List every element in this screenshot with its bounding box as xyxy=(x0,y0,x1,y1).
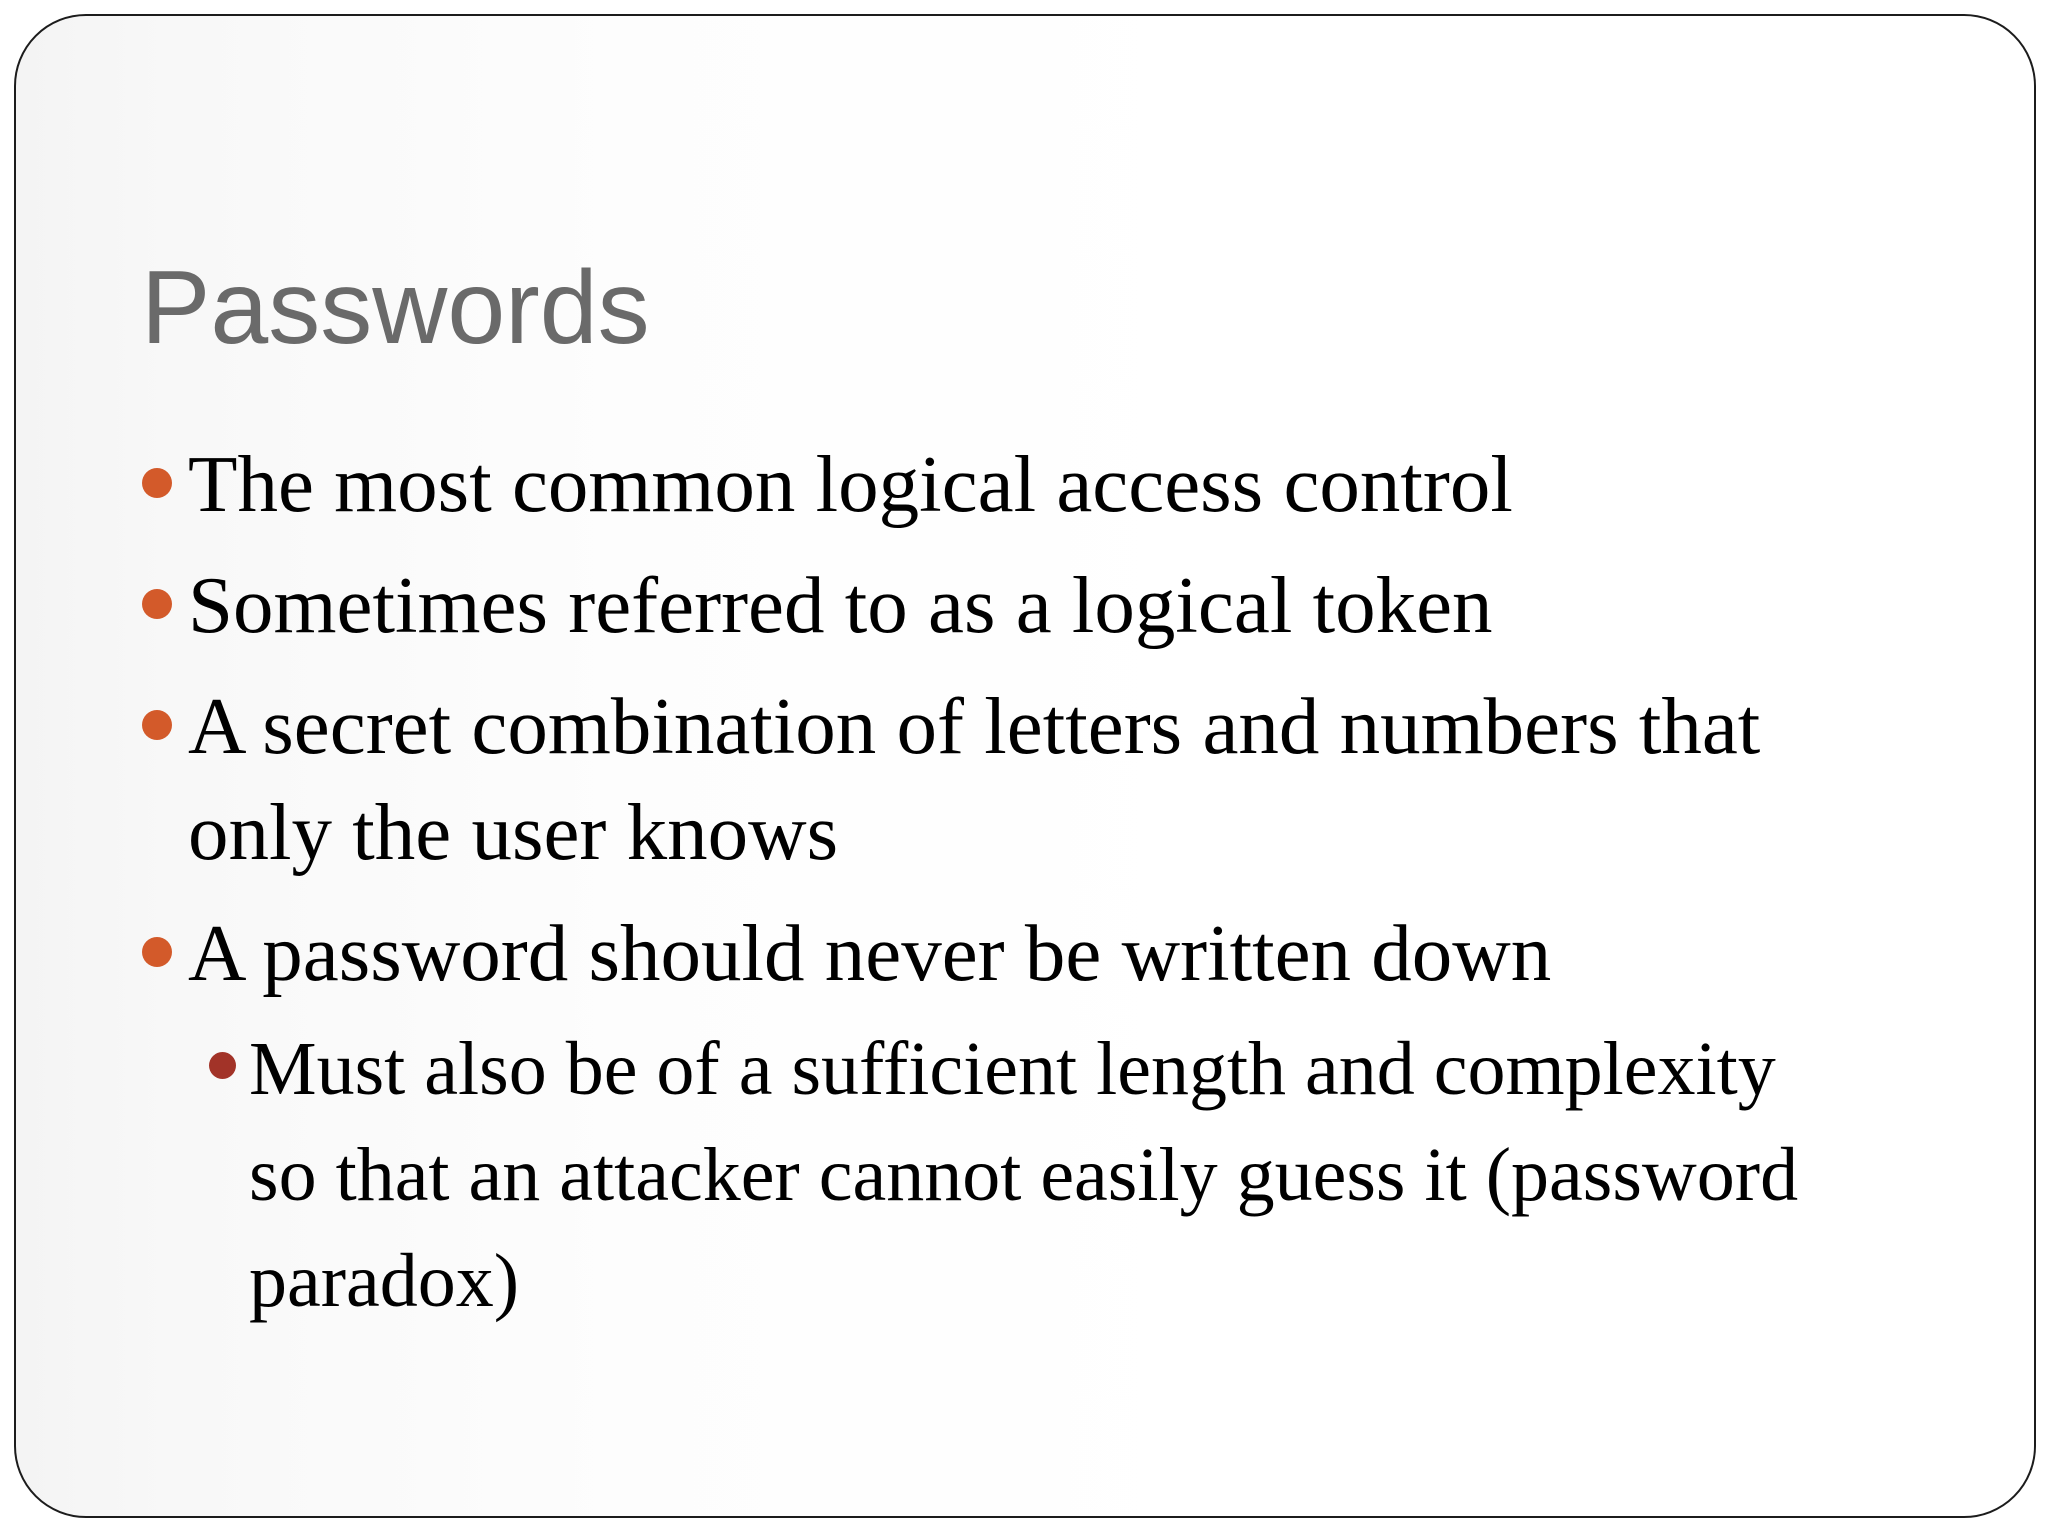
slide-frame xyxy=(14,14,2036,1518)
slide-title: Passwords xyxy=(141,250,650,366)
bullet-list xyxy=(16,16,2034,1516)
bullet-text-line-1: A secret combination of letters and numbers that xyxy=(188,681,1761,771)
sub-bullet-text-line-2: so that an attacker cannot easily guess it (password xyxy=(249,1133,1799,1217)
bullet-text: A password should never be written down xyxy=(188,908,1552,998)
bullet-item-most-common-control xyxy=(188,431,1513,537)
bullet-dot-icon xyxy=(142,710,172,740)
bullet-dot-icon xyxy=(142,468,172,498)
sub-bullet-text-line-3: paradox) xyxy=(249,1239,520,1323)
bullet-item-logical-token xyxy=(188,552,1493,658)
bullet-dot-icon xyxy=(142,937,172,967)
sub-bullet-dot-icon xyxy=(209,1052,236,1079)
bullet-text: The most common logical access control xyxy=(188,439,1513,529)
bullet-item-never-written-down xyxy=(188,900,1551,1006)
bullet-text-line-2: only the user knows xyxy=(188,787,839,877)
sub-bullet-text-line-1: Must also be of a sufficient length and complexity xyxy=(249,1027,1776,1111)
bullet-item-secret-combination xyxy=(188,673,1760,885)
sub-bullet-item-length-complexity xyxy=(249,1016,1798,1334)
bullet-text: Sometimes referred to as a logical token xyxy=(188,560,1493,650)
bullet-dot-icon xyxy=(142,589,172,619)
